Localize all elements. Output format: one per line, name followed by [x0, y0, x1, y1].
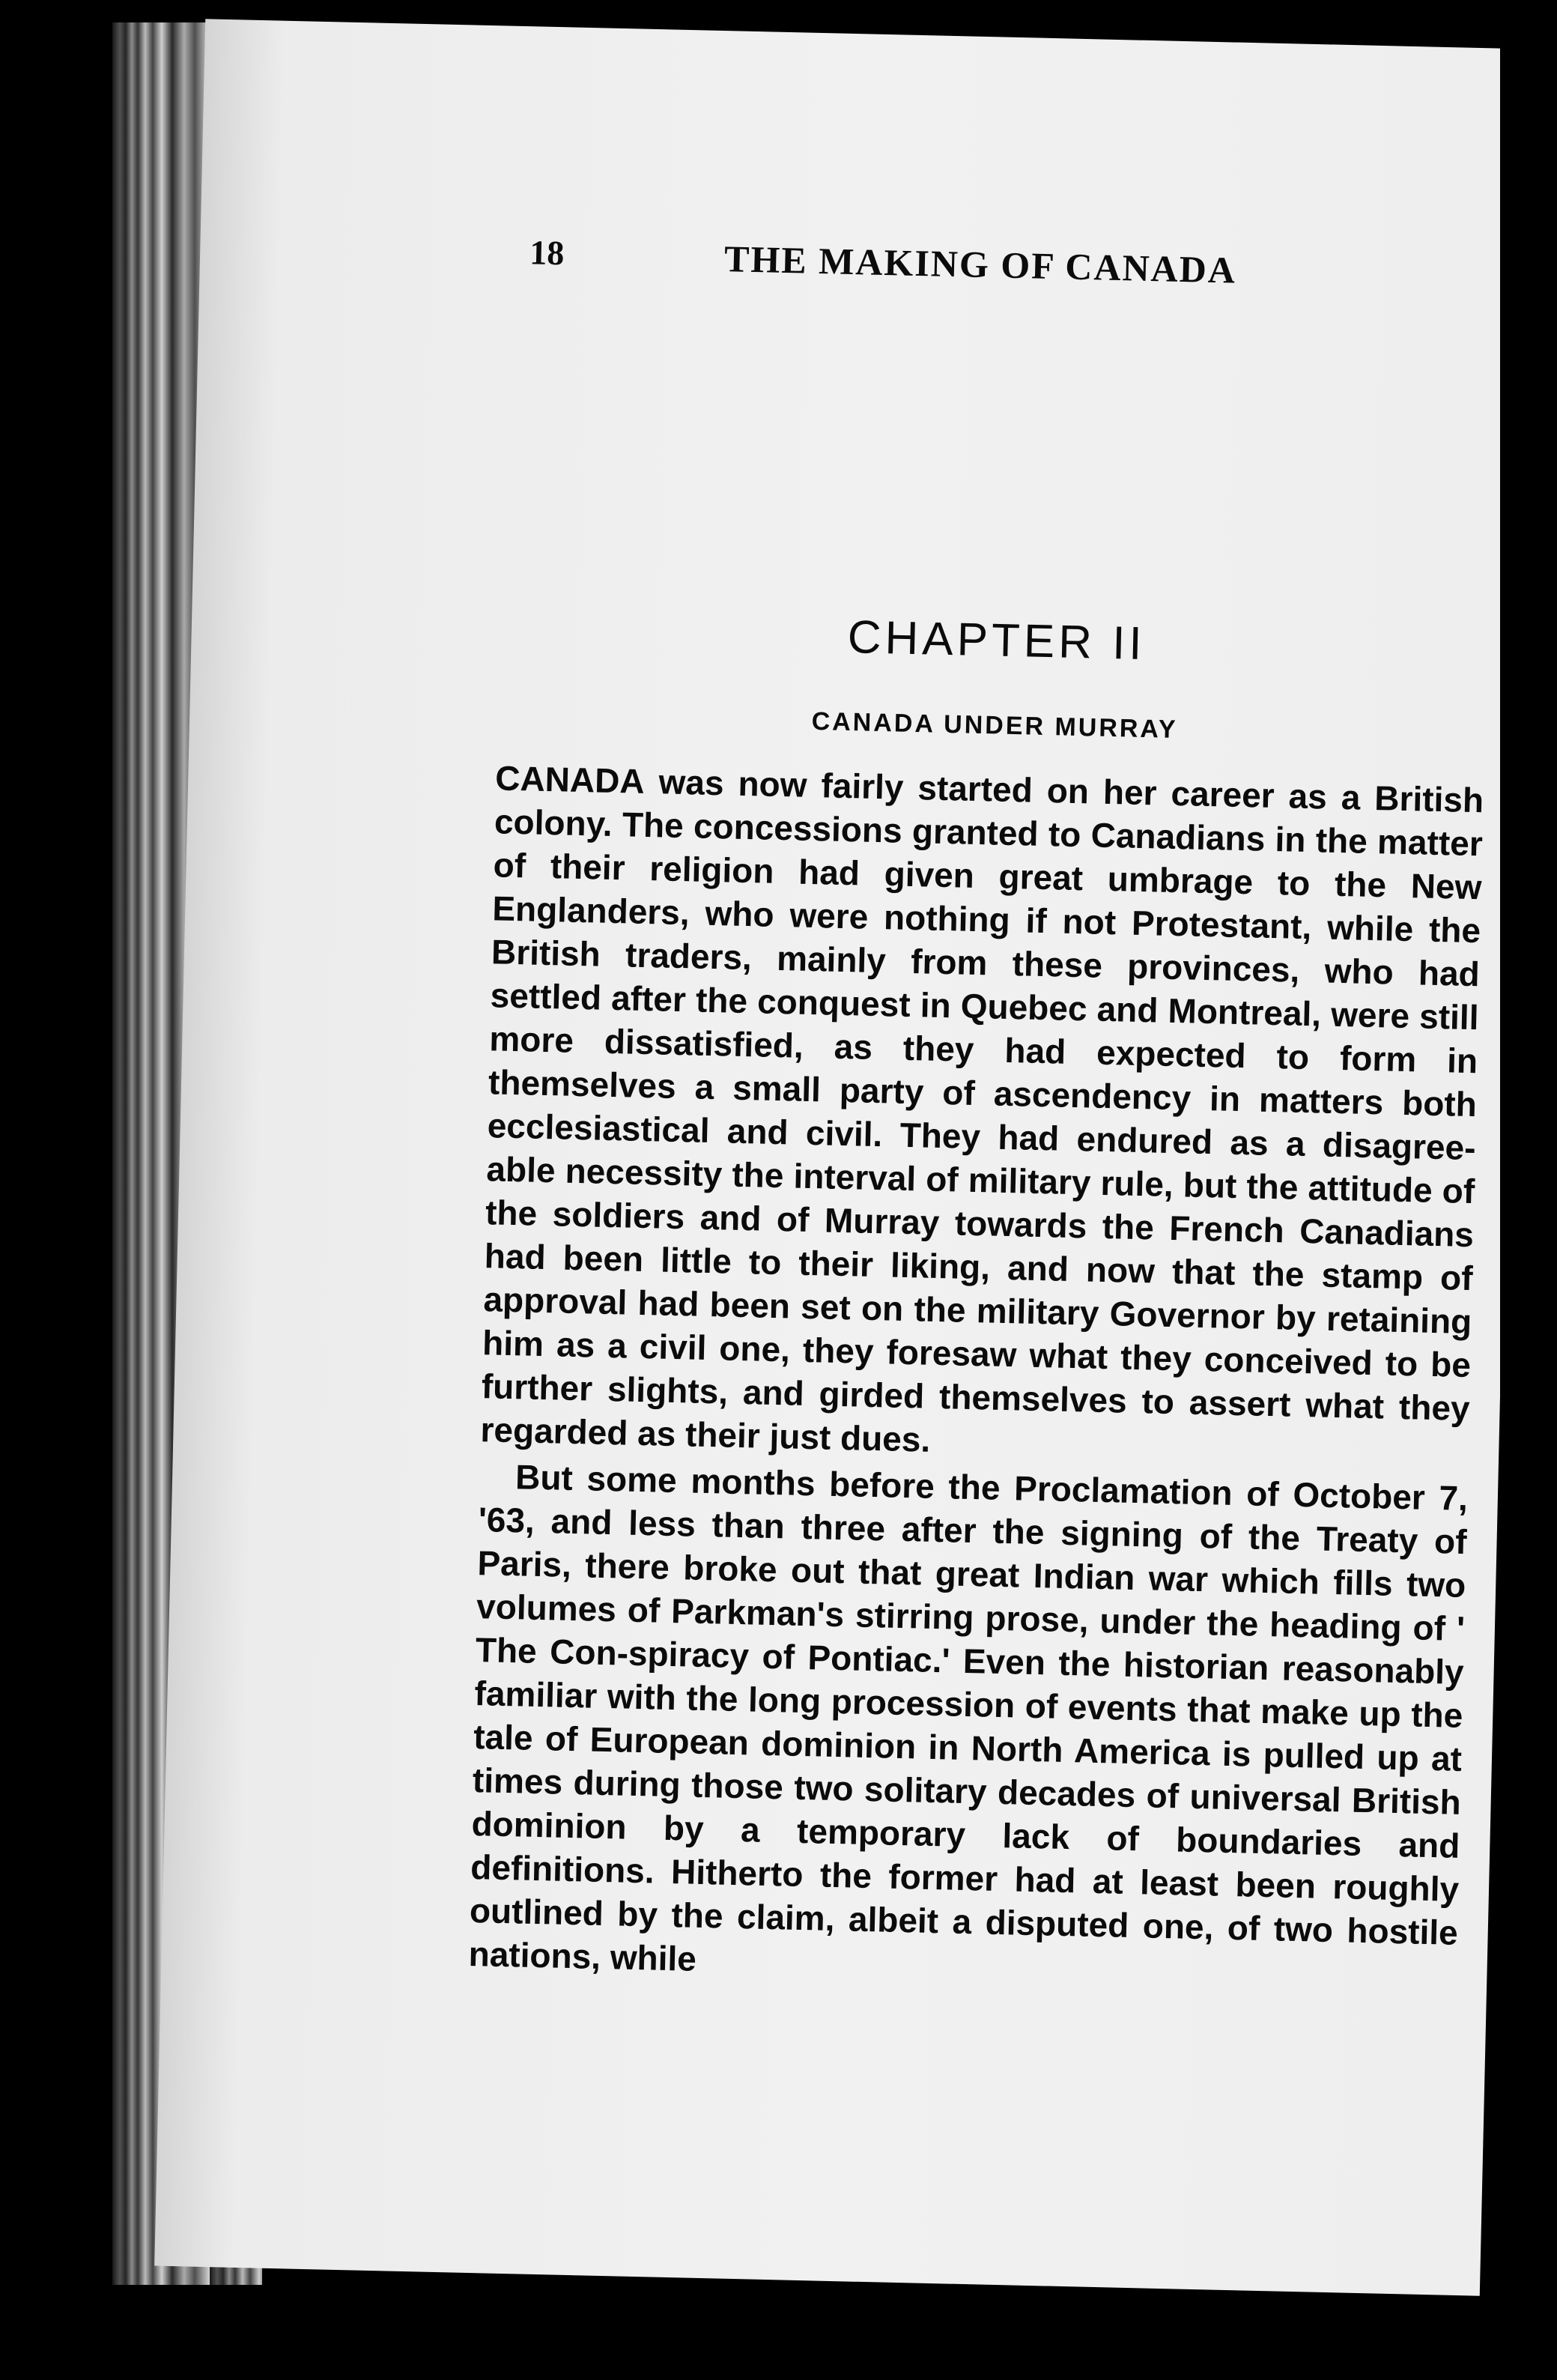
paragraph-1-text: was now fairly started on her career as a British colony. The concessions granted to Canadians in the matter of their religion had given great umbrage to the New Englanders, who were nothing if not Protestant, while the British traders, mainly from these provinces, who had settled after the conquest in Quebec and Montreal, were still more dissatisfied, as they had expected to form in themselves a small party of ascendency in matters both ecclesiastical and civil. They had endured as a disagree-able necessity the interval of military rule, but the attitude of the soldiers and of Murray towards the French Canadians had been little to their liking, and now that the stamp of approval had been set on the military Governor by retaining him as a civil one, they foresaw what they conceived to be further slights, and girded themselves to assert what they regarded as their just dues. [480, 761, 1484, 1459]
page-header [529, 232, 1557, 309]
paragraph-2: But some months before the Proclamation of October 7, '63, and less than three after the signing of the Treaty of Paris, there broke out that great Indian war which fills two volumes of Parkman's stirring prose, under the heading of ' The Con-spiracy of Pontiac.' Even the historian reasonably familiar with the long procession of events that make up the tale of European dominion in North America is pulled up at times during those two solitary decades of universal British dominion by a temporary lack of boundaries and definitions. Hitherto the former had at least been roughly outlined by the claim, albeit a disputed one, of two hostile nations, while [468, 1457, 1469, 1978]
paragraph-1 [480, 756, 1484, 1474]
scan-right-border [1500, 0, 1557, 2380]
paragraph-lead-word: CANADA [494, 758, 646, 801]
page-sheet [154, 19, 1531, 2295]
page-number: 18 [529, 233, 565, 273]
body-text [468, 756, 1484, 1998]
chapter-heading: CHAPTER II [847, 611, 1147, 670]
running-head: THE MAKING OF CANADA [723, 237, 1237, 291]
chapter-subtitle: CANADA UNDER MURRAY [811, 706, 1178, 745]
